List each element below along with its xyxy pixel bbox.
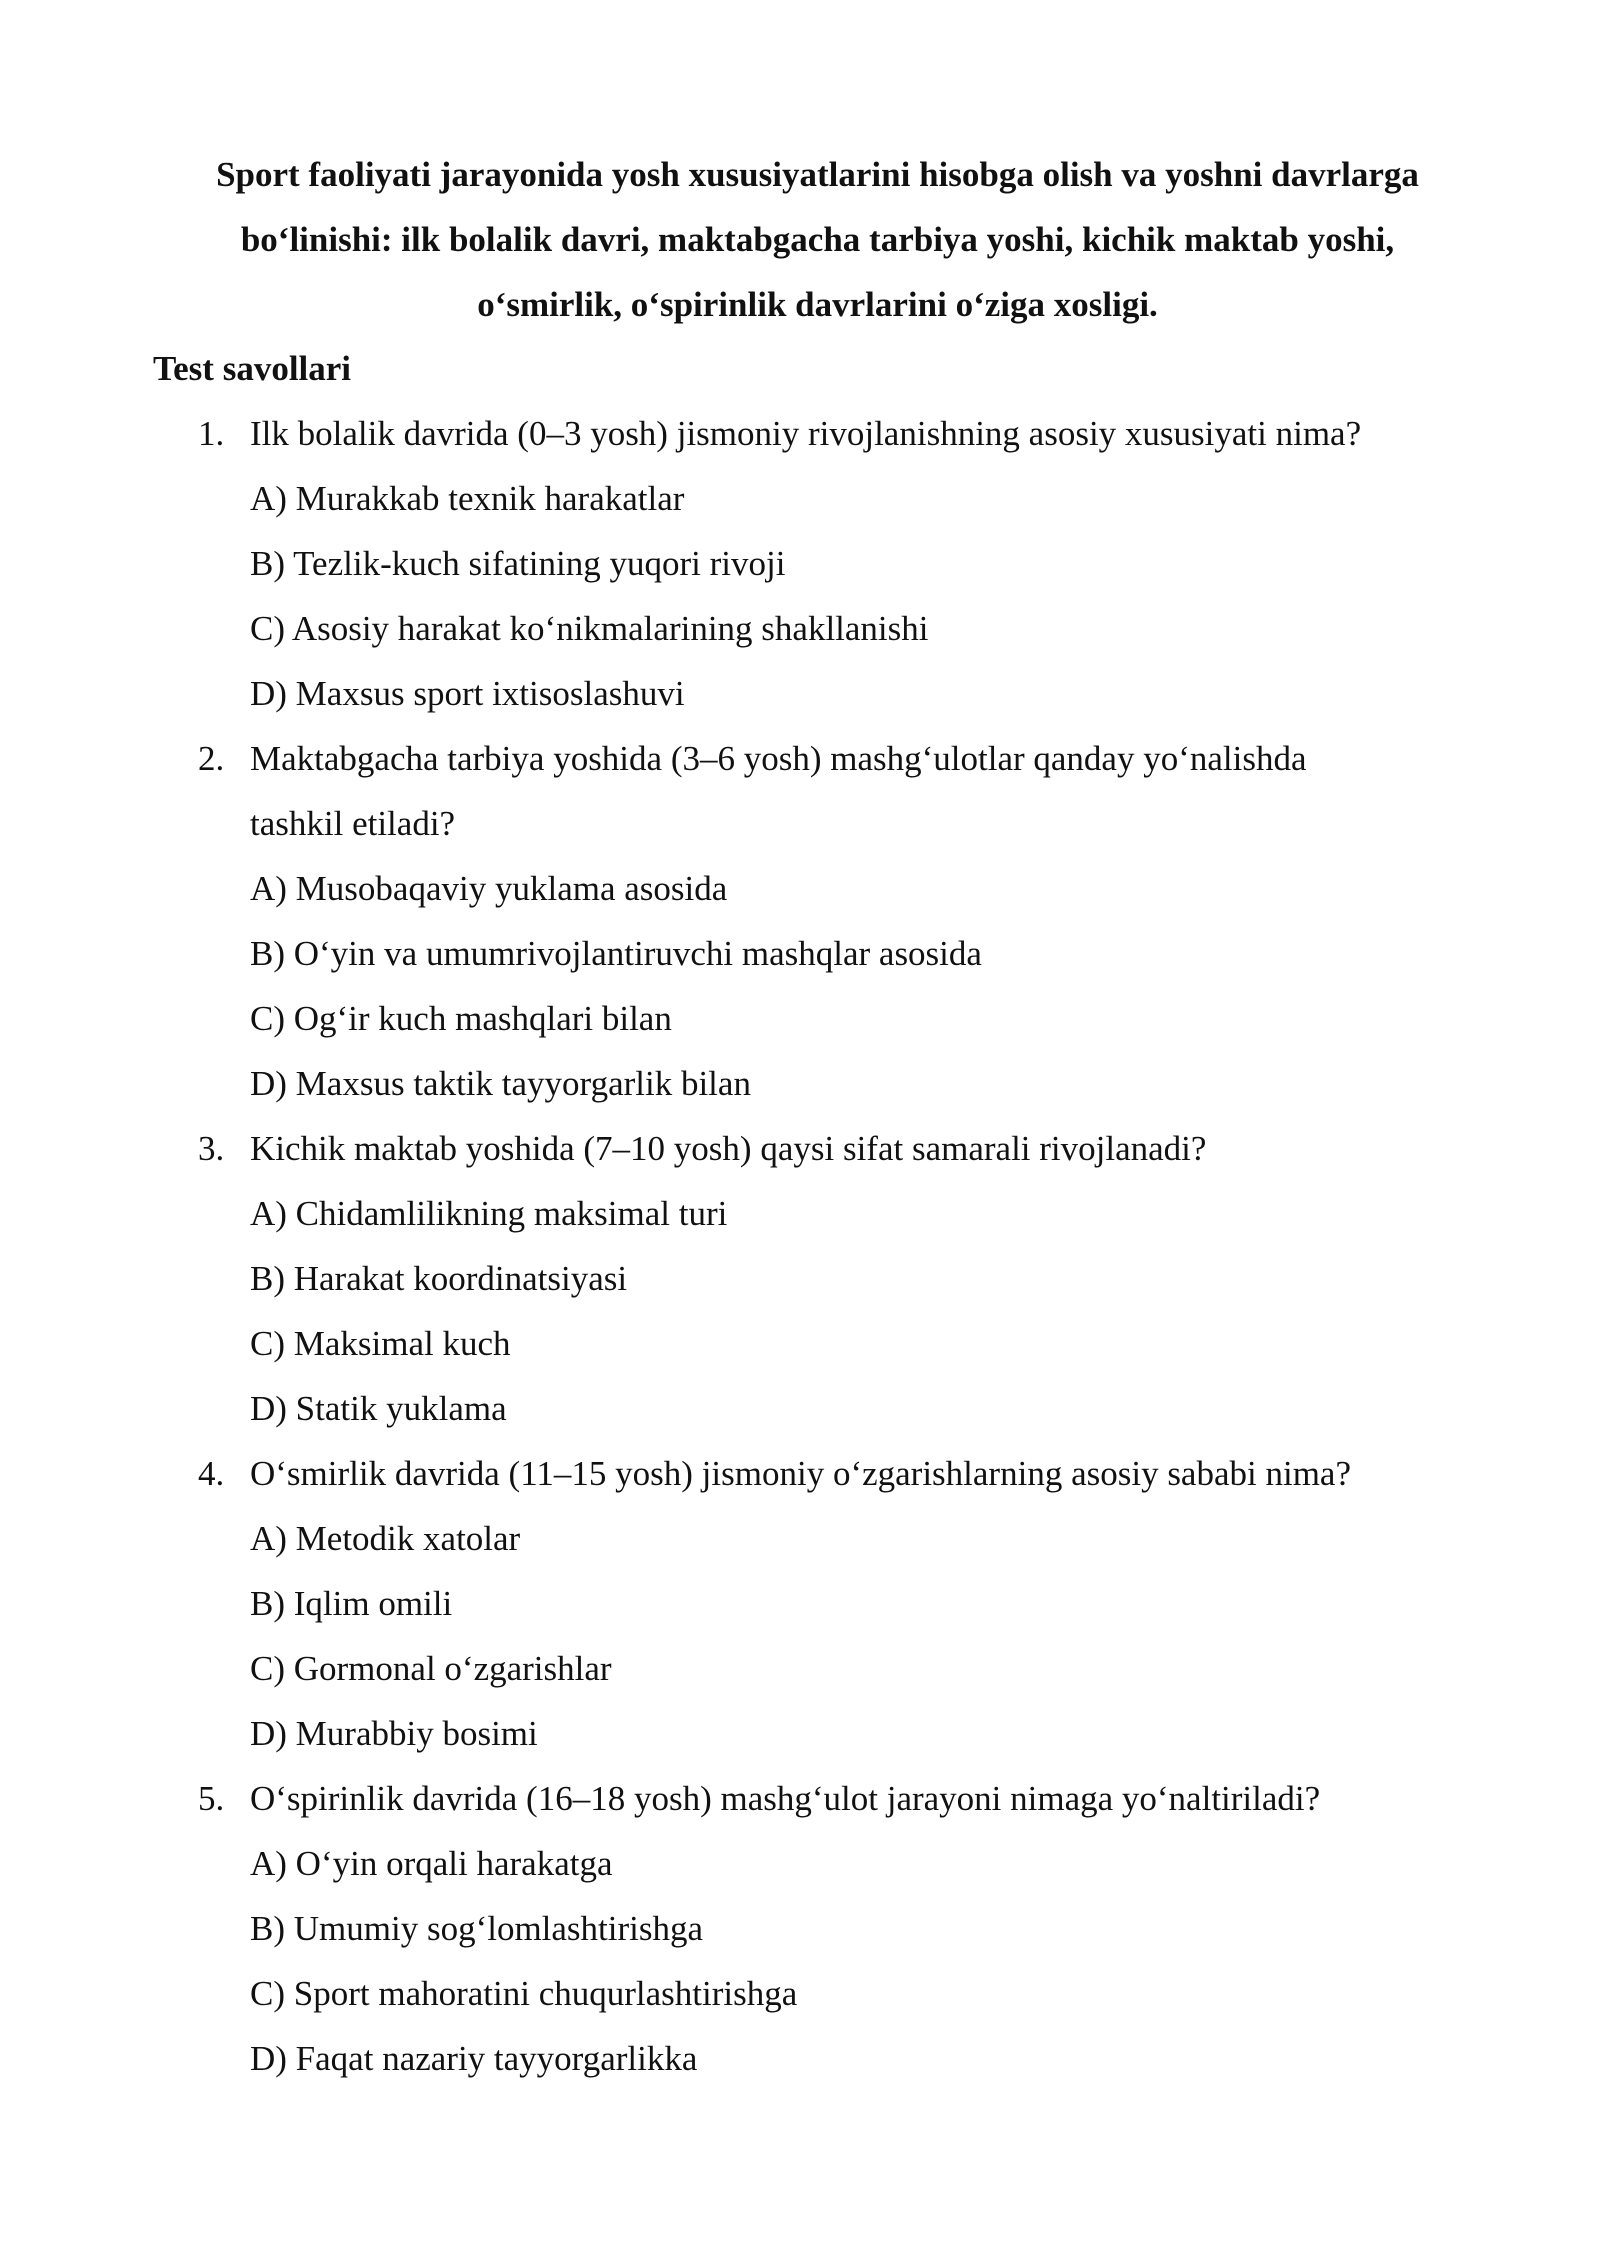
answer-option: A) Musobaqaviy yuklama asosida	[250, 869, 728, 908]
question-text	[250, 1441, 1450, 1506]
question-item	[0, 1116, 1600, 1441]
answer-option: A) O‘yin orqali harakatga	[250, 1844, 613, 1883]
answer-option: D) Murabbiy bosimi	[250, 1714, 538, 1753]
answer-option: D) Faqat nazariy tayyorgarlikka	[250, 2039, 698, 2078]
answer-option: B) Iqlim omili	[250, 1584, 453, 1623]
question-number: 1.	[198, 414, 225, 453]
question-item	[0, 1441, 1600, 1766]
question-number: 3.	[198, 1129, 225, 1168]
question-list	[0, 401, 1600, 2091]
question-text	[250, 401, 1450, 466]
question-text	[250, 1116, 1450, 1181]
document-title	[150, 142, 1485, 337]
answer-option: B) Harakat koordinatsiyasi	[250, 1259, 628, 1298]
answer-option: C) Gormonal o‘zgarishlar	[250, 1649, 612, 1688]
answer-option: D) Maxsus sport ixtisoslashuvi	[250, 674, 685, 713]
answer-option: B) Umumiy sog‘lomlashtirishga	[250, 1909, 704, 1948]
title-line: bo‘linishi: ilk bolalik davri, maktabgacha tarbiya yoshi, kichik maktab yoshi,	[240, 220, 1395, 259]
answer-option: C) Asosiy harakat ko‘nikmalarining shakllanishi	[250, 609, 929, 648]
question-number: 2.	[198, 739, 225, 778]
question-text-line: Kichik maktab yoshida (7–10 yosh) qaysi sifat samarali rivojlanadi?	[250, 1129, 1207, 1168]
answer-option: D) Statik yuklama	[250, 1389, 507, 1428]
answer-option: C) Og‘ir kuch mashqlari bilan	[250, 999, 672, 1038]
answer-option: C) Sport mahoratini chuqurlashtirishga	[250, 1974, 798, 2013]
question-text-line: tashkil etiladi?	[250, 804, 456, 843]
answer-option: B) O‘yin va umumrivojlantiruvchi mashqlar asosida	[250, 934, 982, 973]
question-text	[250, 726, 1450, 856]
question-number: 5.	[198, 1779, 225, 1818]
question-text-line: Ilk bolalik davrida (0–3 yosh) jismoniy rivojlanishning asosiy xususiyati nima?	[250, 414, 1362, 453]
answer-option: A) Chidamlilikning maksimal turi	[250, 1194, 728, 1233]
section-heading: Test savollari	[153, 349, 352, 388]
question-text-line: O‘spirinlik davrida (16–18 yosh) mashg‘ulot jarayoni nimaga yo‘naltiriladi?	[250, 1779, 1321, 1818]
answer-option: C) Maksimal kuch	[250, 1324, 511, 1363]
answer-option: B) Tezlik-kuch sifatining yuqori rivoji	[250, 544, 786, 583]
title-line: Sport faoliyati jarayonida yosh xususiyatlarini hisobga olish va yoshni davrlarga	[216, 155, 1419, 194]
question-item	[0, 401, 1600, 726]
title-line: o‘smirlik, o‘spirinlik davrlarini o‘ziga xosligi.	[477, 285, 1158, 324]
answer-option: A) Metodik xatolar	[250, 1519, 521, 1558]
answer-option: D) Maxsus taktik tayyorgarlik bilan	[250, 1064, 751, 1103]
question-text-line: O‘smirlik davrida (11–15 yosh) jismoniy o‘zgarishlarning asosiy sababi nima?	[250, 1454, 1351, 1493]
question-item	[0, 1766, 1600, 2091]
question-text	[250, 1766, 1450, 1831]
question-text-line: Maktabgacha tarbiya yoshida (3–6 yosh) mashg‘ulotlar qanday yo‘nalishda	[250, 739, 1307, 778]
question-item	[0, 726, 1600, 1116]
answer-option: A) Murakkab texnik harakatlar	[250, 479, 685, 518]
question-number: 4.	[198, 1454, 225, 1493]
